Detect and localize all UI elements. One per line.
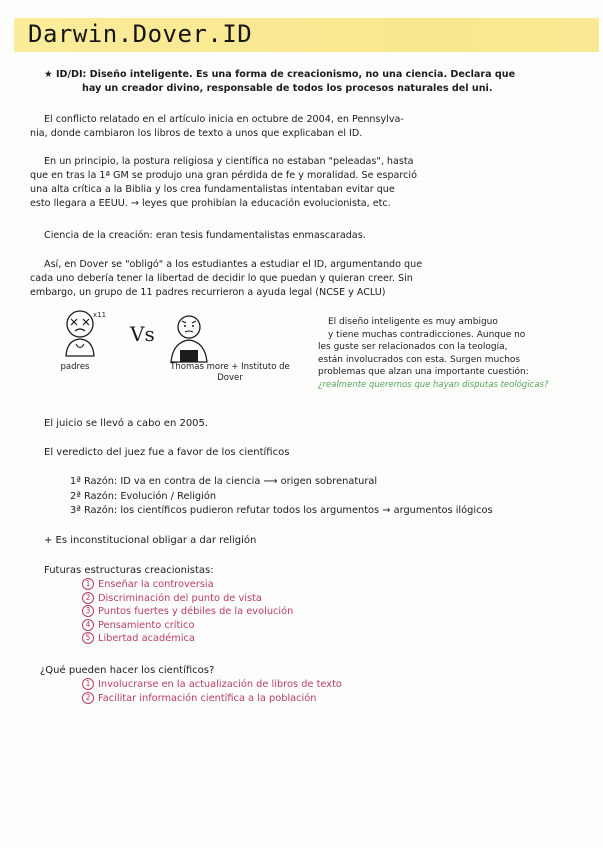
paragraph-creation-science: Ciencia de la creación: eran tesis fundamentalistas enmascaradas.	[44, 230, 366, 241]
scientists-item: 1 Involucrarse en la actualización de libros de texto	[82, 678, 342, 692]
intro-line-1: ★ ID/DI: Diseño inteligente. Es una forma de creacionismo, no una ciencia. Declara que	[44, 69, 516, 80]
versus-label: Vs	[130, 322, 155, 346]
intro-line-2: hay un creador divino, responsable de todos los procesos naturales del uni.	[82, 83, 493, 94]
page-title: Darwin.Dover.ID	[28, 20, 253, 48]
para4-line-1: Así, en Dover se "obligó" a los estudiantes a estudiar el ID, argumentando que	[44, 259, 423, 270]
side-note-line-5: problemas que alzan una importante cuestión:	[318, 367, 529, 377]
number-1-icon: 1	[82, 678, 94, 690]
para4-line-2: cada uno debería tener la libertad de decidir lo que puedan y quieran creer. Sin	[30, 273, 413, 284]
trial-date: El juicio se llevó a cabo en 2005.	[44, 418, 209, 429]
para2-line-1: En un principio, la postura religiosa y científica no estaban "peleadas", hasta	[44, 156, 414, 167]
para2-line-4: esto llegara a EEUU. → leyes que prohibían la educación evolucionista, etc.	[30, 198, 391, 209]
side-note-line-1: El diseño inteligente es muy ambiguo	[328, 317, 498, 327]
side-note-line-2: y tiene muchas contradicciones. Aunque no	[328, 329, 526, 340]
defendants-caption	[155, 362, 305, 384]
defendants-figure-icon	[165, 312, 215, 364]
para1-line-1: El conflicto relatado en el artículo inicia en octubre de 2004, en Pennsylva-	[44, 114, 404, 125]
scientists-item: 2 Facilitar información científica a la población	[82, 692, 342, 706]
number-5-icon: 5	[82, 632, 94, 644]
scientists-list	[82, 678, 342, 705]
paragraph-conflict	[30, 113, 404, 141]
defendants-caption-line-1: Thomas more + Instituto de	[170, 362, 290, 372]
parents-count: x11	[93, 311, 107, 319]
reason-3: 3ª Razón: los científicos pudieron refutar todos los argumentos → argumentos ilógicos	[70, 505, 493, 516]
future-heading: Futuras estructuras creacionistas:	[44, 565, 214, 576]
side-note-question: ¿realmente queremos que hayan disputas teológicas?	[318, 379, 549, 390]
number-4-icon: 4	[82, 619, 94, 631]
paragraph-history	[30, 155, 417, 211]
number-3-icon: 3	[82, 605, 94, 617]
verdict: El veredicto del juez fue a favor de los científicos	[44, 447, 290, 458]
parents-caption: padres	[60, 362, 90, 372]
future-item: 2 Discriminación del punto de vista	[82, 592, 293, 606]
intro-definition	[44, 68, 515, 96]
scientists-heading: ¿Qué pueden hacer los científicos?	[40, 665, 215, 676]
defendants-caption-line-2: Dover	[217, 373, 243, 383]
number-2-icon: 2	[82, 592, 94, 604]
side-note	[318, 316, 549, 391]
para1-line-2: nia, donde cambiaron los libros de texto a unos que explicaban el ID.	[30, 128, 363, 139]
reason-2: 2ª Razón: Evolución / Religión	[70, 490, 217, 502]
reason-1: 1ª Razón: ID va en contra de la ciencia ⟶ origen sobrenatural	[70, 476, 378, 487]
future-list	[82, 578, 293, 646]
unconstitutional-note: + Es inconstitucional obligar a dar religión	[44, 535, 257, 546]
number-1-icon: 1	[82, 578, 94, 590]
future-item: 3 Puntos fuertes y débiles de la evolución	[82, 605, 293, 619]
reasons-list	[70, 475, 493, 519]
side-note-line-4: están involucrados con esta. Surgen muchos	[318, 354, 521, 365]
number-2-icon: 2	[82, 692, 94, 704]
para2-line-2: que en tras la 1ª GM se produjo una gran pérdida de fe y moralidad. Se esparció	[30, 170, 417, 181]
future-item: 4 Pensamiento crítico	[82, 619, 293, 633]
future-item: 1 Enseñar la controversia	[82, 578, 293, 592]
para4-line-3: embargo, un grupo de 11 padres recurrieron a ayuda legal (NCSE y ACLU)	[30, 287, 386, 298]
para2-line-3: una alta crítica a la Biblia y los crea fundamentalistas intentaban evitar que	[30, 184, 395, 195]
paragraph-dover	[30, 258, 423, 300]
side-note-line-3: les guste ser relacionados con la teología,	[318, 342, 508, 352]
future-item: 5 Libertad académica	[82, 632, 293, 646]
